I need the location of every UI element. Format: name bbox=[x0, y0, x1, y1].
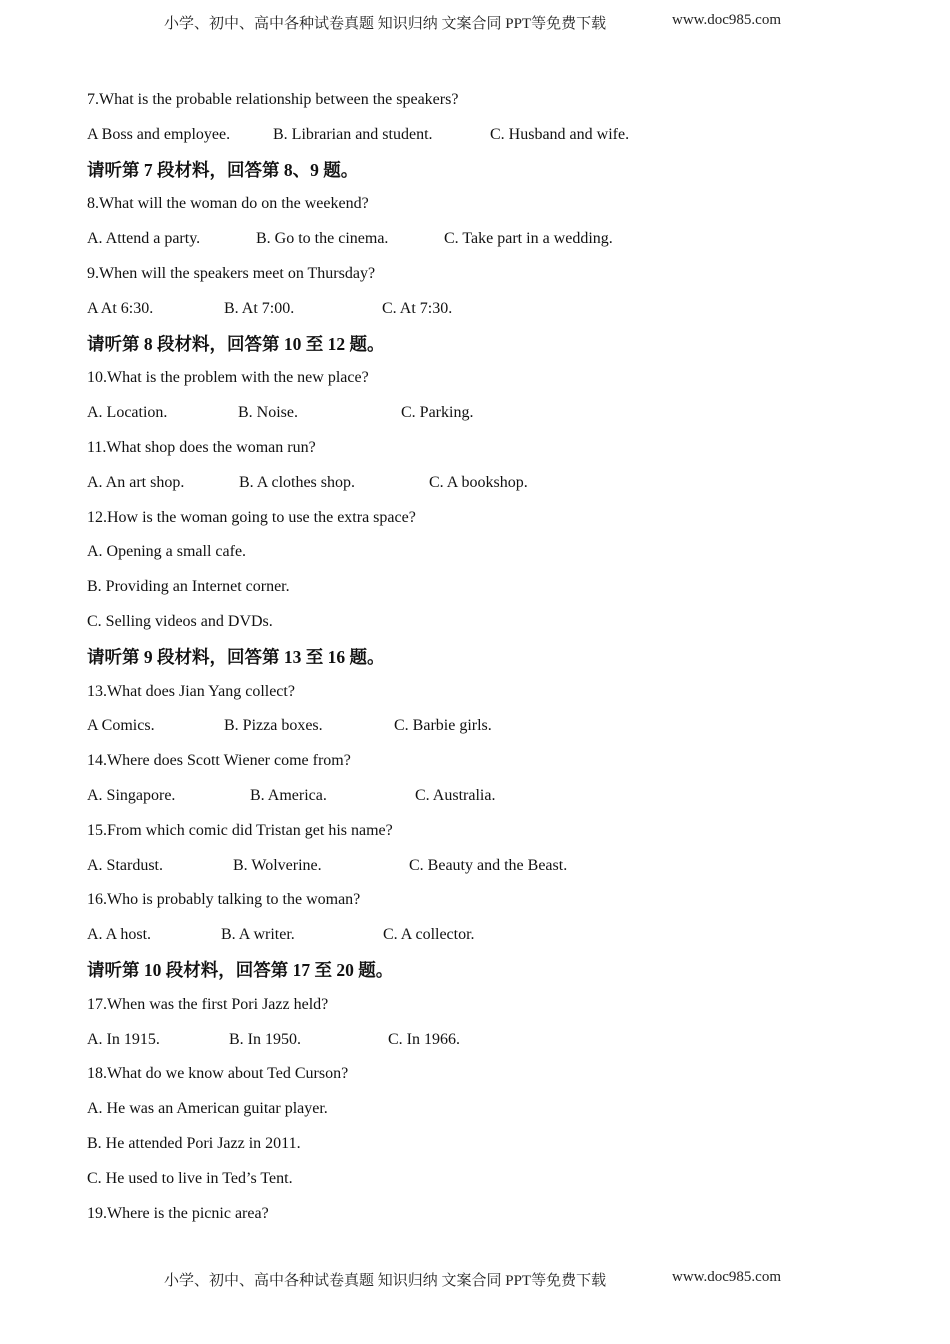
question-text: 17.When was the first Pori Jazz held? bbox=[87, 995, 329, 1013]
option-b: B. Go to the cinema. bbox=[256, 230, 389, 248]
question-15 bbox=[87, 817, 887, 852]
option-a: A. A host. bbox=[87, 926, 152, 944]
option-a: A. Attend a party. bbox=[87, 230, 201, 248]
question-18 bbox=[87, 1060, 887, 1095]
options-9 bbox=[87, 295, 887, 330]
options-13 bbox=[87, 712, 887, 747]
option-18-b bbox=[87, 1130, 887, 1165]
option-c: C. Beauty and the Beast. bbox=[409, 856, 568, 874]
question-9 bbox=[87, 260, 887, 295]
question-text: 15.From which comic did Tristan get his name? bbox=[87, 821, 393, 839]
question-text: 10.What is the problem with the new place? bbox=[87, 369, 369, 387]
question-10 bbox=[87, 364, 887, 399]
question-text: 11.What shop does the woman run? bbox=[87, 438, 316, 456]
option-a: A. In 1915. bbox=[87, 1030, 160, 1048]
question-11 bbox=[87, 434, 887, 469]
question-17 bbox=[87, 991, 887, 1026]
option-b: B. In 1950. bbox=[229, 1030, 301, 1048]
options-17 bbox=[87, 1026, 887, 1061]
page-header bbox=[0, 12, 950, 32]
option-a: A. Stardust. bbox=[87, 856, 163, 874]
option-b: B. Pizza boxes. bbox=[224, 717, 323, 735]
section-heading-9 bbox=[87, 643, 887, 678]
option-a: A. Location. bbox=[87, 404, 168, 422]
question-text: 13.What does Jian Yang collect? bbox=[87, 682, 295, 700]
option-c: C. Barbie girls. bbox=[394, 717, 492, 735]
option-b: B. A writer. bbox=[221, 926, 295, 944]
section-text: 请听第 8 段材料，回答第 10 至 12 题。 bbox=[87, 333, 385, 354]
question-8 bbox=[87, 190, 887, 225]
option-b: B. Wolverine. bbox=[233, 856, 322, 874]
section-heading-7 bbox=[87, 156, 887, 191]
option-b: B. Providing an Internet corner. bbox=[87, 578, 290, 596]
option-b: B. Librarian and student. bbox=[273, 125, 433, 143]
question-7 bbox=[87, 86, 887, 121]
option-b: B. A clothes shop. bbox=[239, 473, 356, 491]
option-c: C. Selling videos and DVDs. bbox=[87, 612, 273, 630]
option-c: C. In 1966. bbox=[388, 1030, 460, 1048]
document-body bbox=[87, 86, 887, 1234]
options-14 bbox=[87, 782, 887, 817]
option-18-a bbox=[87, 1095, 887, 1130]
option-c: C. A bookshop. bbox=[429, 473, 528, 491]
option-b: B. Noise. bbox=[238, 404, 298, 422]
section-text: 请听第 10 段材料，回答第 17 至 20 题。 bbox=[87, 959, 394, 980]
option-12-a bbox=[87, 538, 887, 573]
section-heading-8 bbox=[87, 330, 887, 365]
options-7 bbox=[87, 121, 887, 156]
option-12-b bbox=[87, 573, 887, 608]
option-12-c bbox=[87, 608, 887, 643]
option-b: B. America. bbox=[250, 786, 327, 804]
option-c: C. He used to live in Ted’s Tent. bbox=[87, 1169, 293, 1187]
question-14 bbox=[87, 747, 887, 782]
question-text: 12.How is the woman going to use the extra space? bbox=[87, 508, 416, 526]
option-c: C. Australia. bbox=[415, 786, 496, 804]
footer-url[interactable]: www.doc985.com bbox=[672, 1269, 782, 1285]
option-a: A Comics. bbox=[87, 717, 155, 735]
option-a: A. An art shop. bbox=[87, 473, 185, 491]
option-a: A. Singapore. bbox=[87, 786, 176, 804]
section-heading-10 bbox=[87, 956, 887, 991]
option-c: C. Husband and wife. bbox=[490, 125, 630, 143]
question-text: 9.When will the speakers meet on Thursday? bbox=[87, 264, 376, 282]
question-19 bbox=[87, 1200, 887, 1235]
question-text: 18.What do we know about Ted Curson? bbox=[87, 1065, 349, 1083]
options-16 bbox=[87, 921, 887, 956]
question-text: 16.Who is probably talking to the woman? bbox=[87, 891, 361, 909]
option-b: B. At 7:00. bbox=[224, 299, 295, 317]
option-c: C. Parking. bbox=[401, 404, 474, 422]
question-16 bbox=[87, 886, 887, 921]
question-text: 14.Where does Scott Wiener come from? bbox=[87, 752, 351, 770]
section-text: 请听第 9 段材料，回答第 13 至 16 题。 bbox=[87, 646, 385, 667]
question-text: 19.Where is the picnic area? bbox=[87, 1204, 269, 1222]
header-url[interactable]: www.doc985.com bbox=[672, 12, 782, 28]
option-b: B. He attended Pori Jazz in 2011. bbox=[87, 1134, 301, 1152]
header-text: 小学、初中、高中各种试卷真题 知识归纳 文案合同 PPT等免费下载 bbox=[164, 16, 607, 32]
question-13 bbox=[87, 678, 887, 713]
question-12 bbox=[87, 504, 887, 539]
option-a: A. He was an American guitar player. bbox=[87, 1100, 328, 1118]
option-c: C. Take part in a wedding. bbox=[444, 230, 613, 248]
options-8 bbox=[87, 225, 887, 260]
question-text: 8.What will the woman do on the weekend? bbox=[87, 195, 369, 213]
option-a: A At 6:30. bbox=[87, 299, 154, 317]
options-10 bbox=[87, 399, 887, 434]
page-footer bbox=[0, 1269, 950, 1289]
footer-text: 小学、初中、高中各种试卷真题 知识归纳 文案合同 PPT等免费下载 bbox=[164, 1273, 607, 1289]
option-c: C. A collector. bbox=[383, 926, 475, 944]
option-18-c bbox=[87, 1165, 887, 1200]
options-11 bbox=[87, 469, 887, 504]
option-a: A. Opening a small cafe. bbox=[87, 543, 247, 561]
option-c: C. At 7:30. bbox=[382, 299, 453, 317]
option-a: A Boss and employee. bbox=[87, 125, 231, 143]
section-text: 请听第 7 段材料，回答第 8、9 题。 bbox=[87, 159, 359, 180]
question-text: 7.What is the probable relationship between the speakers? bbox=[87, 91, 459, 108]
options-15 bbox=[87, 852, 887, 887]
